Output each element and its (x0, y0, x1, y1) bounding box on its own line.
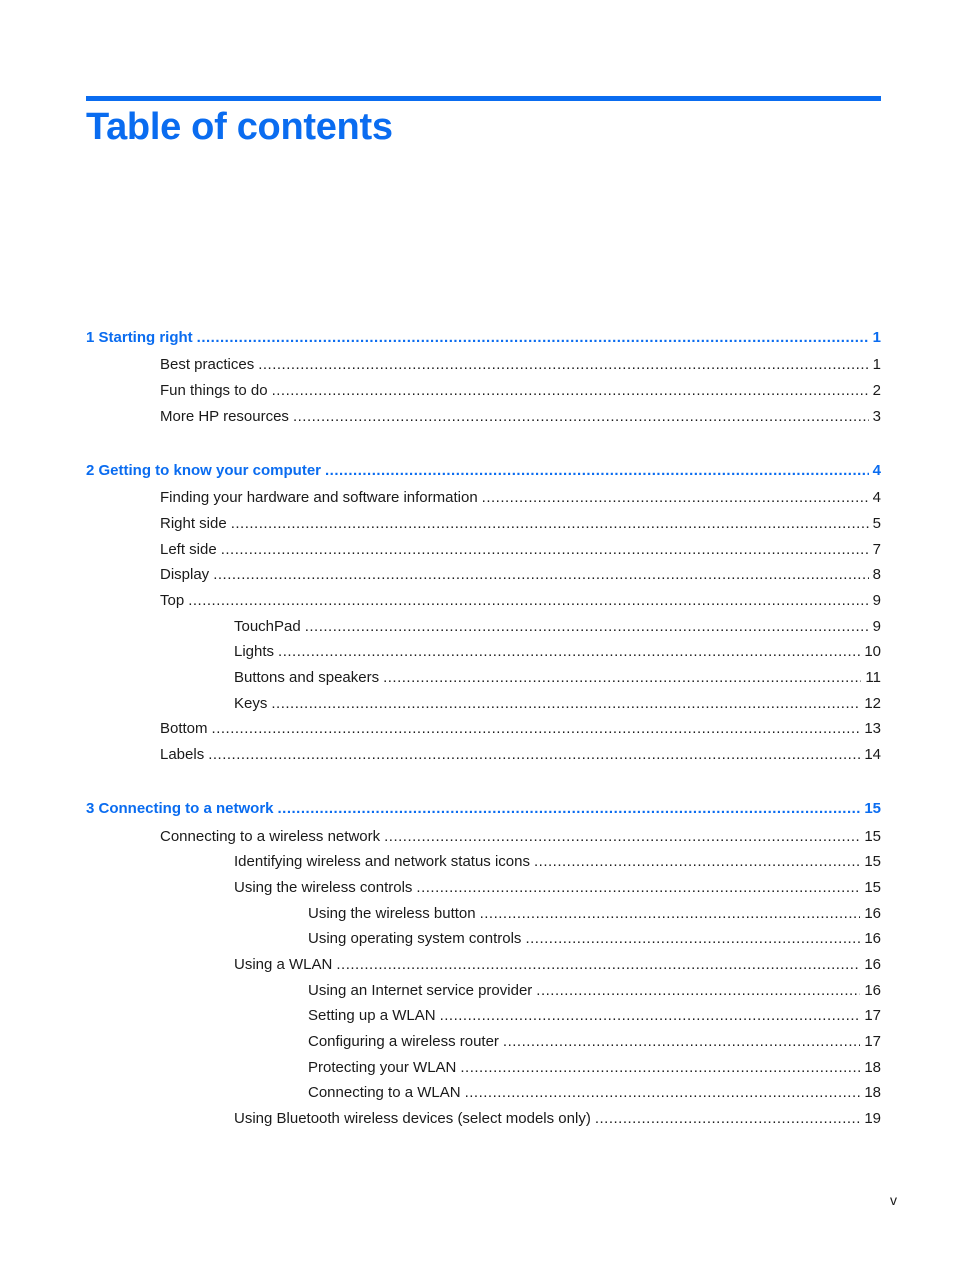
toc-entry-label: Using an Internet service provider (308, 982, 533, 999)
toc-entry-label: Buttons and speakers (234, 669, 380, 686)
toc-entry-label: Bottom (160, 720, 208, 737)
toc-entry-label: Protecting your WLAN (308, 1059, 457, 1076)
toc-entry[interactable] (160, 514, 881, 534)
toc-entry-page: 12 (864, 695, 881, 712)
toc-entry[interactable] (234, 642, 881, 662)
toc-entry-page: 16 (864, 930, 881, 947)
toc-dot-leader (416, 878, 860, 898)
toc-entry-label: Left side (160, 541, 217, 558)
toc-entry[interactable] (308, 904, 881, 924)
toc-entry-page: 14 (864, 746, 881, 763)
toc-entry-label: Lights (234, 643, 275, 660)
toc-dot-leader (440, 1006, 861, 1026)
toc-entry-label: Fun things to do (160, 382, 268, 399)
toc-entry-page: 4 (872, 489, 881, 506)
toc-dot-leader (503, 1032, 860, 1052)
toc-dot-leader (231, 514, 869, 534)
toc-dot-leader (525, 929, 860, 949)
toc-dot-leader (383, 668, 861, 688)
toc-dot-leader (465, 1083, 861, 1103)
toc-entry[interactable] (234, 852, 881, 872)
toc-entry-label: More HP resources (160, 408, 289, 425)
toc-entry-page: 9 (872, 618, 881, 635)
toc-entry-label: 2 Getting to know your computer (86, 462, 322, 479)
toc-entry-label: Finding your hardware and software information (160, 489, 478, 506)
toc-entry[interactable] (234, 1109, 881, 1129)
toc-dot-leader (460, 1058, 860, 1078)
toc-entry-page: 15 (864, 800, 881, 817)
toc-entry-label: Setting up a WLAN (308, 1007, 436, 1024)
title-rule (86, 96, 881, 101)
toc-dot-leader (258, 355, 868, 375)
toc-entry-label: Connecting to a WLAN (308, 1084, 461, 1101)
toc-entry-label: Right side (160, 515, 227, 532)
toc-entry-page: 7 (872, 541, 881, 558)
toc-entry-label: Using a WLAN (234, 956, 333, 973)
toc-entry-label: Top (160, 592, 185, 609)
toc-entry[interactable] (160, 355, 881, 375)
toc-entry-page: 3 (872, 408, 881, 425)
toc-entry[interactable] (234, 668, 881, 688)
toc-entry-page: 18 (864, 1084, 881, 1101)
toc-dot-leader (293, 407, 869, 427)
toc-chapter-entry[interactable] (86, 328, 881, 348)
toc-entry-page: 5 (872, 515, 881, 532)
toc-dot-leader (212, 719, 861, 739)
toc-entry-page: 4 (872, 462, 881, 479)
toc-dot-leader (188, 591, 868, 611)
toc-entry-label: 1 Starting right (86, 329, 193, 346)
toc-entry-page: 8 (872, 566, 881, 583)
toc-dot-leader (595, 1109, 860, 1129)
toc-entry-label: Using operating system controls (308, 930, 522, 947)
toc-entry-label: Identifying wireless and network status icons (234, 853, 530, 870)
toc-dot-leader (482, 488, 869, 508)
toc-dot-leader (305, 617, 869, 637)
toc-entry[interactable] (160, 488, 881, 508)
toc-entry-page: 16 (864, 982, 881, 999)
toc-entry[interactable] (308, 929, 881, 949)
toc-dot-leader (213, 565, 868, 585)
toc-entry[interactable] (308, 981, 881, 1001)
toc-entry-label: Using Bluetooth wireless devices (select models only) (234, 1110, 591, 1127)
page-title: Table of contents (86, 106, 393, 148)
toc-entry[interactable] (308, 1058, 881, 1078)
toc-entry[interactable] (160, 381, 881, 401)
toc-entry[interactable] (234, 878, 881, 898)
toc-entry-page: 16 (864, 905, 881, 922)
toc-entry[interactable] (160, 407, 881, 427)
toc-dot-leader (208, 745, 860, 765)
toc-entry-page: 15 (864, 853, 881, 870)
toc-entry-page: 11 (865, 669, 881, 686)
toc-dot-leader (272, 381, 869, 401)
toc-entry-page: 18 (864, 1059, 881, 1076)
toc-entry[interactable] (160, 719, 881, 739)
toc-entry[interactable] (308, 1083, 881, 1103)
toc-entry[interactable] (160, 745, 881, 765)
toc-entry-label: TouchPad (234, 618, 301, 635)
toc-entry-page: 17 (864, 1033, 881, 1050)
toc-entry[interactable] (234, 617, 881, 637)
toc-entry-label: Configuring a wireless router (308, 1033, 499, 1050)
toc-entry[interactable] (308, 1006, 881, 1026)
toc-entry-page: 1 (872, 356, 881, 373)
toc-dot-leader (536, 981, 860, 1001)
toc-entry[interactable] (160, 827, 881, 847)
toc-entry-label: Connecting to a wireless network (160, 828, 381, 845)
toc-entry-page: 16 (864, 956, 881, 973)
toc-dot-leader (278, 642, 860, 662)
page-number: v (890, 1192, 897, 1208)
toc-dot-leader (325, 461, 869, 481)
toc-entry-label: Keys (234, 695, 268, 712)
toc-entry[interactable] (234, 955, 881, 975)
toc-dot-leader (278, 799, 861, 819)
toc-entry-page: 15 (864, 879, 881, 896)
toc-dot-leader (480, 904, 861, 924)
toc-entry-label: 3 Connecting to a network (86, 800, 274, 817)
toc-dot-leader (384, 827, 860, 847)
toc-dot-leader (534, 852, 860, 872)
toc-entry[interactable] (160, 540, 881, 560)
toc-entry-label: Best practices (160, 356, 255, 373)
toc-dot-leader (221, 540, 869, 560)
toc-entry-page: 19 (864, 1110, 881, 1127)
toc-entry-page: 2 (872, 382, 881, 399)
toc-entry-page: 1 (872, 329, 881, 346)
toc-entry-page: 10 (864, 643, 881, 660)
toc-entry-page: 17 (864, 1007, 881, 1024)
toc-entry[interactable] (160, 565, 881, 585)
toc-dot-leader (271, 694, 860, 714)
toc-entry-label: Display (160, 566, 210, 583)
toc-dot-leader (197, 328, 869, 348)
toc-entry[interactable] (160, 591, 881, 611)
toc-entry-page: 13 (864, 720, 881, 737)
toc-dot-leader (336, 955, 860, 975)
toc-entry[interactable] (308, 1032, 881, 1052)
toc-entry-page: 15 (864, 828, 881, 845)
toc-chapter-entry[interactable] (86, 461, 881, 481)
toc-entry-label: Using the wireless controls (234, 879, 413, 896)
toc-entry-page: 9 (872, 592, 881, 609)
toc-entry[interactable] (234, 694, 881, 714)
toc-entry-label: Using the wireless button (308, 905, 476, 922)
toc-chapter-entry[interactable] (86, 799, 881, 819)
toc-entry-label: Labels (160, 746, 205, 763)
